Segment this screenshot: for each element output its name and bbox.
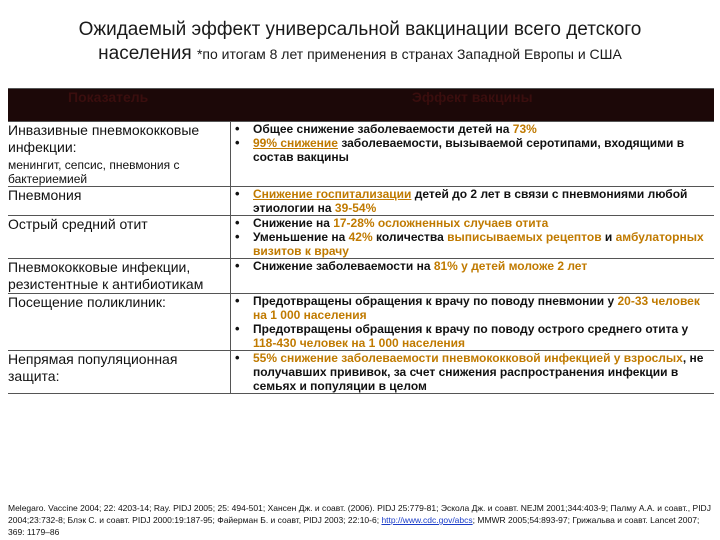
effect-text: 20-33 человек на 1 000 населения <box>253 294 700 322</box>
table-header-row <box>8 89 714 122</box>
table-row <box>8 259 714 294</box>
indicator-label: Пневмония <box>8 187 82 203</box>
effect-list <box>231 351 714 393</box>
effect-text: , не получавших прививок, за счет снижения распространения инфекции в семьях и популяции в целом <box>253 351 704 393</box>
effect-cell <box>231 216 715 259</box>
effect-text: 118-430 человек на 1 000 населения <box>253 336 466 350</box>
indicator-label: Инвазивные пневмококковые инфекции: <box>8 122 200 155</box>
references <box>8 502 714 538</box>
effect-text: Снижение госпитализации <box>253 187 412 201</box>
effect-cell <box>231 294 715 351</box>
effect-text: 81% у детей моложе 2 лет <box>433 259 588 273</box>
effect-cell <box>231 351 715 394</box>
title-line-2 <box>0 42 720 66</box>
effect-text: Снижение заболеваемости на <box>253 259 434 273</box>
indicator-label: Пневмококковые инфекции, резистентные к антибиотикам <box>8 259 204 292</box>
references-text: Melegaro. Vaccine 2004; 22: 4203-14; Ray. PIDJ 2005; 25: 494-501; Хансен Дж. и соавт. (2006). PIDJ 25:779-81; Эскола Дж. и соавт. NEJM 2001;344:403-9; Палму А.А. и соавт., PIDJ 2004;23:732-8; Блэк С. и соавт. PIDJ 2000:19:187-95; Файерман Б. и соавт, PIDJ 2003; 22:10-6; <box>8 503 711 525</box>
table-row <box>8 216 714 259</box>
indicator-label: Посещение поликлиник: <box>8 294 166 310</box>
effect-text: амбулаторных визитов к врачу <box>253 230 704 258</box>
indicator-label: Непрямая популяционная защита: <box>8 351 178 384</box>
cdc-link[interactable]: http://www.cdc.gov/abcs <box>381 515 473 525</box>
title-line-2-main: населения <box>98 43 192 64</box>
indicator-cell <box>8 259 231 294</box>
header-indicator: Показатель <box>8 89 231 122</box>
table-body <box>8 122 714 394</box>
effect-text: выписываемых рецептов <box>447 230 602 244</box>
effect-text: Предотвращены обращения к врачу по поводу пневмонии у <box>253 294 618 308</box>
effect-text: количества <box>372 230 448 244</box>
effect-list <box>231 122 714 164</box>
table-row <box>8 294 714 351</box>
effect-text: 42% <box>348 230 373 244</box>
indicator-cell <box>8 294 231 351</box>
effect-text: Предотвращены обращения к врачу по поводу острого среднего отита у <box>253 322 689 336</box>
header-effect: Эффект вакцины <box>231 89 715 122</box>
effect-list <box>231 259 714 273</box>
effect-cell <box>231 259 715 294</box>
title-line-1: Ожидаемый эффект универсальной вакцинации всего детского <box>78 19 642 40</box>
effect-item <box>231 294 714 322</box>
effect-text: Общее снижение заболеваемости детей на <box>253 122 513 136</box>
indicator-cell <box>8 216 231 259</box>
effect-cell <box>231 122 715 187</box>
references-text-2: ; MMWR 2005;54:893-97; Грижальва и соавт. Lancet 2007; 369: 1179–86 <box>8 515 700 537</box>
effect-item <box>231 322 714 350</box>
effect-text: заболеваемости, вызываемой серотипами, входящими в состав вакцины <box>253 136 685 164</box>
effect-text: Уменьшение на <box>253 230 349 244</box>
effect-text: 17-28% осложненных случаев отита <box>333 216 549 230</box>
effect-text: Снижение на <box>253 216 334 230</box>
indicator-note: менингит, сепсис, пневмония с бактериемией <box>8 158 180 186</box>
indicator-label: Острый средний отит <box>8 216 148 232</box>
effect-item <box>231 136 714 164</box>
indicator-cell <box>8 187 231 216</box>
effect-list <box>231 187 714 215</box>
effect-text: 55% снижение заболеваемости пневмококковой инфекцией у взрослых <box>253 351 683 365</box>
effect-item <box>231 122 714 136</box>
effect-item <box>231 230 714 258</box>
effect-list <box>231 294 714 350</box>
table-row <box>8 187 714 216</box>
effect-item <box>231 259 714 273</box>
effect-item <box>231 216 714 230</box>
effect-text: 39-54% <box>334 201 377 215</box>
effect-text: 99% снижение <box>253 136 338 150</box>
effect-list <box>231 216 714 258</box>
effect-item <box>231 351 714 393</box>
effect-text: 73% <box>512 122 537 136</box>
table-row <box>8 351 714 394</box>
effect-text: и <box>601 230 616 244</box>
effect-text: детей до 2 лет в связи с пневмониями любой этиологии на <box>253 187 688 215</box>
effects-table <box>8 88 714 394</box>
effect-item <box>231 187 714 215</box>
indicator-cell <box>8 351 231 394</box>
table-row <box>8 122 714 187</box>
title-subtitle: *по итогам 8 лет применения в странах Западной Европы и США <box>196 46 622 62</box>
effect-cell <box>231 187 715 216</box>
slide-title <box>0 18 720 66</box>
indicator-cell <box>8 122 231 187</box>
